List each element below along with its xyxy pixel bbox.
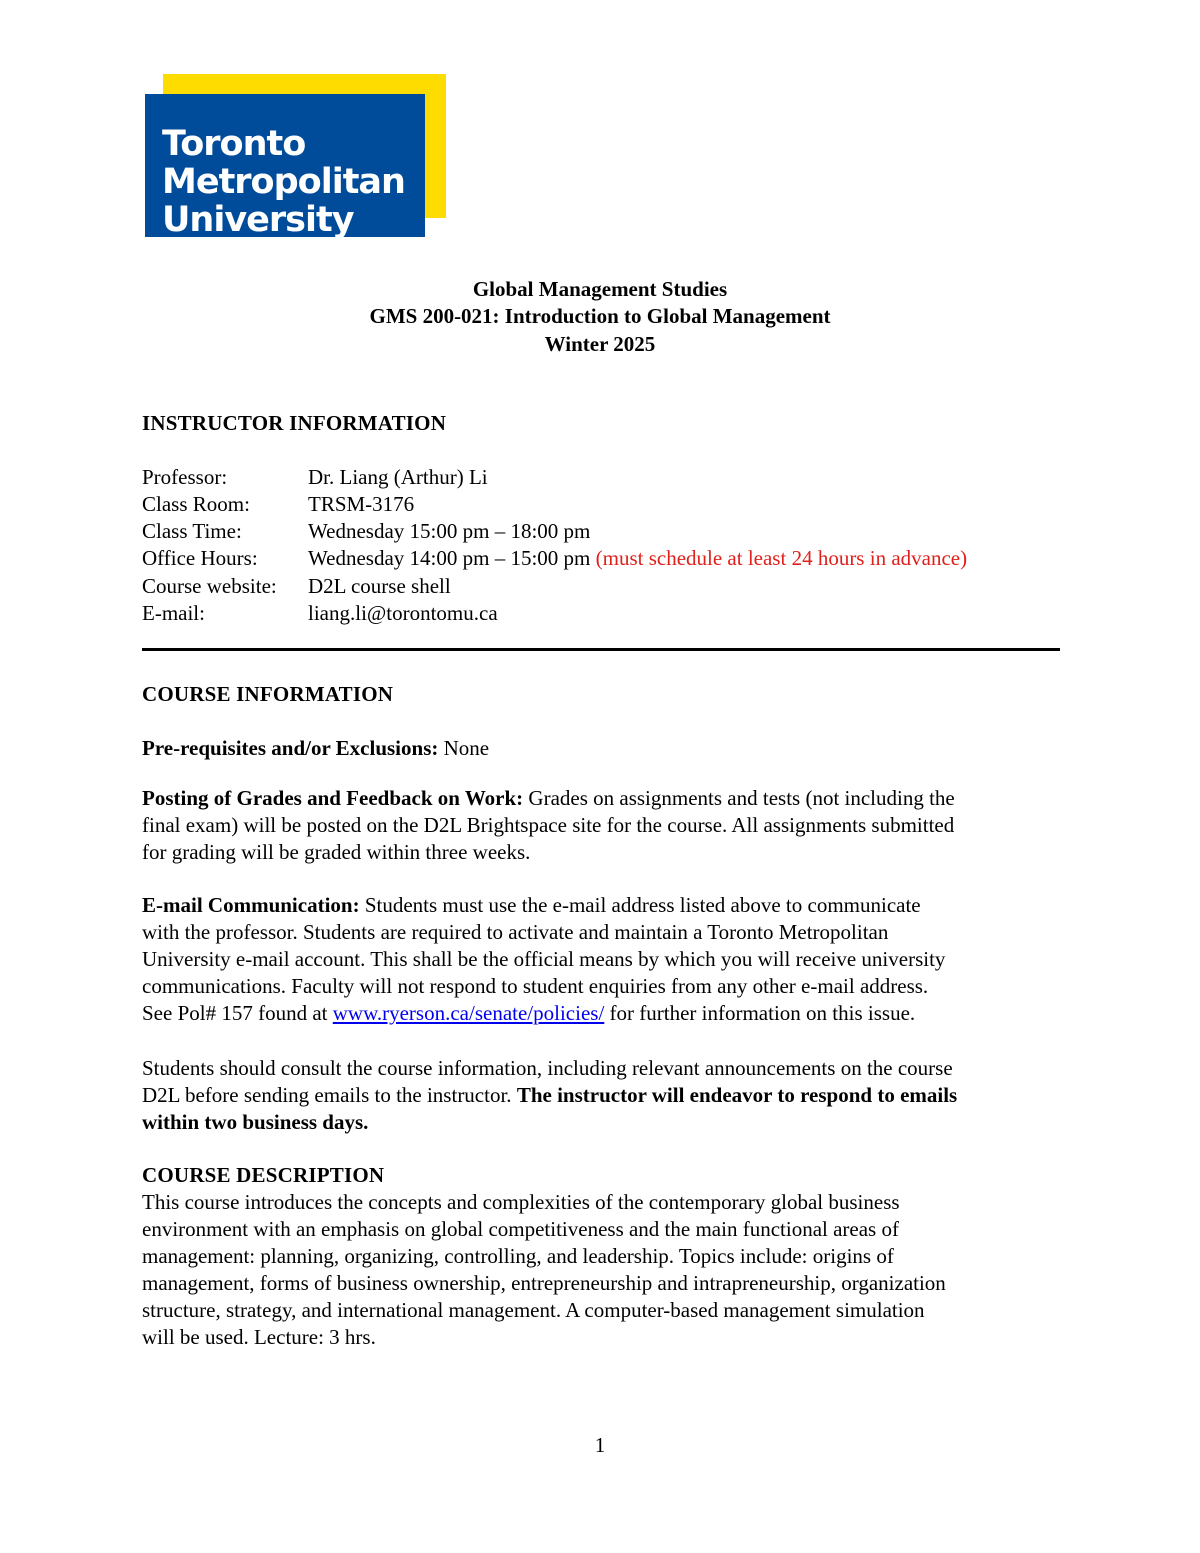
grades-text: for grading will be graded within three weeks.	[142, 840, 531, 864]
prereq-text: None	[438, 736, 490, 760]
info-row-classroom	[142, 491, 414, 518]
info-label: Office Hours:	[142, 546, 258, 570]
email-address[interactable]: liang.li@torontomu.ca	[308, 601, 498, 625]
course-description-heading: COURSE DESCRIPTION	[142, 1163, 385, 1187]
term-title: Winter 2025	[544, 332, 656, 356]
course-info-heading: COURSE INFORMATION	[142, 682, 394, 706]
office-hours-note: (must schedule at least 24 hours in advance)	[595, 546, 968, 570]
info-row-website	[142, 573, 451, 600]
prereq-label: Pre-requisites and/or Exclusions:	[142, 736, 439, 760]
instructor-heading: INSTRUCTOR INFORMATION	[142, 411, 447, 435]
description-line: structure, strategy, and international management. A computer-based management simulation	[142, 1298, 925, 1322]
info-row-email	[142, 600, 498, 627]
email-text: University e-mail account. This shall be the official means by which you will receive university	[142, 947, 946, 971]
email-text: with the professor. Students are required to activate and maintain a Toronto Metropolitan	[142, 920, 889, 944]
logo-line-3: University	[162, 200, 354, 240]
consult-paragraph	[142, 1055, 1062, 1136]
info-value: Dr. Liang (Arthur) Li	[308, 465, 488, 489]
info-value: D2L course shell	[308, 574, 451, 598]
prerequisites-paragraph	[142, 735, 1062, 762]
grades-paragraph	[142, 785, 1062, 866]
logo-line-1: Toronto	[162, 124, 306, 164]
description-line: environment with an emphasis on global competitiveness and the main functional areas of	[142, 1217, 899, 1241]
email-text: Students must use the e-mail address listed above to communicate	[359, 893, 921, 917]
logo-blue-block	[145, 94, 425, 240]
description-line: management, forms of business ownership, entrepreneurship and intrapreneurship, organization	[142, 1271, 946, 1295]
info-value: Wednesday 14:00 pm – 15:00 pm	[308, 546, 591, 570]
grades-label: Posting of Grades and Feedback on Work:	[142, 786, 524, 810]
page-number: 1	[594, 1433, 606, 1457]
info-row-class-time	[142, 518, 590, 545]
info-value: TRSM-3176	[308, 492, 415, 516]
description-line: management: planning, organizing, controlling, and leadership. Topics include: origins of	[142, 1244, 894, 1268]
department-title: Global Management Studies	[472, 277, 728, 301]
policy-text: See Pol# 157 found at	[142, 1001, 333, 1025]
policy-text: for further information on this issue.	[604, 1001, 916, 1025]
description-line: This course introduces the concepts and complexities of the contemporary global business	[142, 1190, 900, 1214]
info-row-professor	[142, 464, 488, 491]
grades-text: final exam) will be posted on the D2L Brightspace site for the course. All assignments submitted	[142, 813, 955, 837]
info-label: Class Room:	[142, 492, 250, 516]
consult-text: Students should consult the course information, including relevant announcements on the course	[142, 1056, 953, 1080]
course-description-paragraph	[142, 1189, 1062, 1351]
description-line: will be used. Lecture: 3 hrs.	[142, 1325, 376, 1349]
logo-line-2: Metropolitan	[162, 162, 405, 202]
response-time-bold: The instructor will endeavor to respond to emails	[516, 1083, 958, 1107]
info-label: Class Time:	[142, 519, 242, 543]
info-row-office-hours	[142, 545, 967, 572]
info-label: Professor:	[142, 465, 228, 489]
consult-text: D2L before sending emails to the instructor.	[142, 1083, 517, 1107]
university-logo	[145, 74, 447, 238]
grades-text: Grades on assignments and tests (not including the	[523, 786, 955, 810]
email-text: communications. Faculty will not respond to student enquiries from any other e-mail address.	[142, 974, 929, 998]
section-divider	[142, 648, 1060, 651]
info-label: E-mail:	[142, 601, 205, 625]
policy-link[interactable]: www.ryerson.ca/senate/policies/	[332, 1001, 605, 1025]
info-value: Wednesday 15:00 pm – 18:00 pm	[308, 519, 591, 543]
response-time-bold: within two business days.	[142, 1110, 369, 1134]
email-label: E-mail Communication:	[142, 893, 360, 917]
info-label: Course website:	[142, 574, 277, 598]
course-title: GMS 200-021: Introduction to Global Management	[369, 304, 831, 328]
email-paragraph	[142, 892, 1062, 1027]
